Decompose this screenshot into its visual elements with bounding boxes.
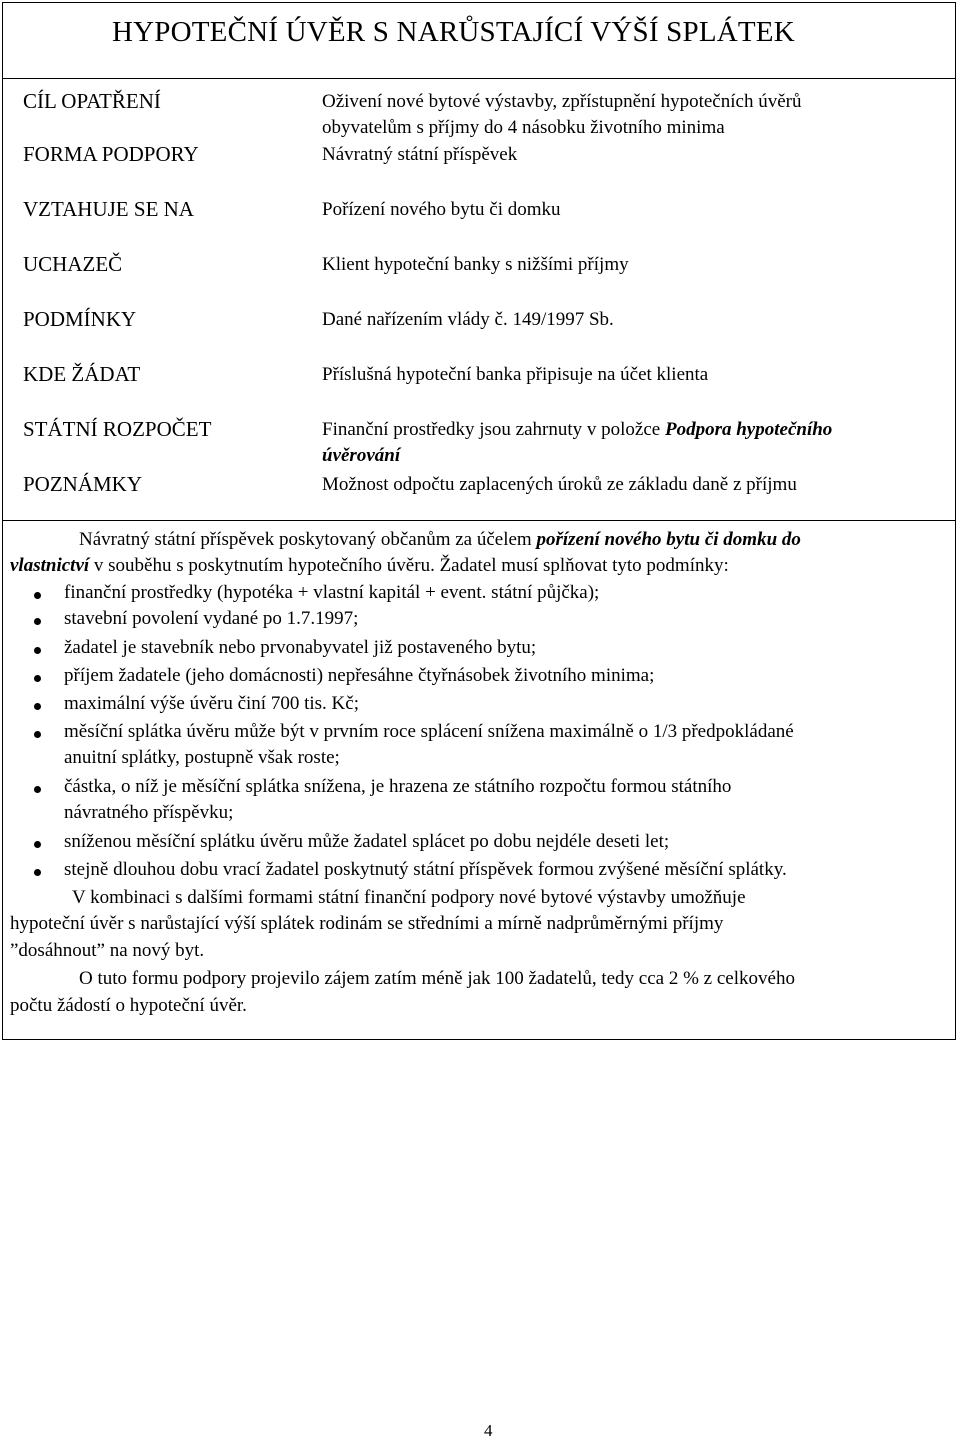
label-uchazec: UCHAZEČ bbox=[23, 252, 123, 276]
intro-emphasis-2: vlastnictví bbox=[10, 555, 90, 576]
list-item: stavební povolení vydané po 1.7.1997; bbox=[64, 608, 359, 629]
closing-paragraph-1-line3: ”dosáhnout” na nový byt. bbox=[10, 940, 205, 961]
list-item: sníženou měsíční splátku úvěru může žadatel splácet po dobu nejdéle deseti let; bbox=[64, 831, 670, 852]
page-number: 4 bbox=[484, 1421, 493, 1440]
bullet-icon bbox=[34, 869, 41, 876]
bullet-icon bbox=[34, 675, 41, 682]
label-poznamky: POZNÁMKY bbox=[23, 472, 143, 496]
list-item: žadatel je stavebník nebo prvonabyvatel již postaveného bytu; bbox=[64, 637, 537, 658]
closing-paragraph-2-line2: počtu žádostí o hypoteční úvěr. bbox=[10, 995, 247, 1016]
value-statni-rozpocet-line2 bbox=[322, 443, 400, 469]
label-forma-podpory: FORMA PODPORY bbox=[23, 142, 199, 166]
value-podminky: Dané nařízením vlády č. 149/1997 Sb. bbox=[322, 309, 614, 330]
title-box bbox=[2, 2, 956, 79]
value-uchazec: Klient hypoteční banky s nižšími příjmy bbox=[322, 254, 629, 275]
list-item: měsíční splátka úvěru může být v prvním roce splácení snížena maximálně o 1/3 předpokládané bbox=[64, 721, 794, 742]
value-forma-podpory: Návratný státní příspěvek bbox=[322, 144, 518, 165]
closing-paragraph-2-line1: O tuto formu podpory projevilo zájem zatím méně jak 100 žadatelů, tedy cca 2 % z celkového bbox=[79, 968, 795, 989]
document-title: HYPOTEČNÍ ÚVĚR S NARŮSTAJÍCÍ VÝŠÍ SPLÁTEK bbox=[112, 16, 795, 48]
intro-text-2: v souběhu s poskytnutím hypotečního úvěru. Žadatel musí splňovat tyto podmínky: bbox=[89, 555, 729, 576]
closing-paragraph-1-line1: V kombinaci s dalšími formami státní finanční podpory nové bytové výstavby umožňuje bbox=[72, 887, 746, 908]
intro-line2 bbox=[10, 553, 729, 579]
bullet-icon bbox=[34, 731, 41, 738]
bullet-icon bbox=[34, 618, 41, 625]
bullet-icon bbox=[34, 703, 41, 710]
label-cil-opatreni: CÍL OPATŘENÍ bbox=[23, 89, 161, 113]
label-statni-rozpocet: STÁTNÍ ROZPOČET bbox=[23, 417, 212, 441]
value-cil-opatreni-line1: Oživení nové bytové výstavby, zpřístupnění hypotečních úvěrů bbox=[322, 91, 802, 112]
bullet-icon bbox=[34, 647, 41, 654]
label-podminky: PODMÍNKY bbox=[23, 307, 137, 331]
list-item-continuation: návratného příspěvku; bbox=[64, 802, 234, 823]
intro-text: Návratný státní příspěvek poskytovaný občanům za účelem bbox=[79, 529, 537, 550]
label-vztahuje-se-na: VZTAHUJE SE NA bbox=[23, 197, 194, 221]
list-item: finanční prostředky (hypotéka + vlastní kapitál + event. státní půjčka); bbox=[64, 582, 600, 603]
list-item: maximální výše úvěru činí 700 tis. Kč; bbox=[64, 693, 359, 714]
intro-emphasis: pořízení nového bytu či domku do bbox=[536, 529, 801, 550]
list-item: částka, o níž je měsíční splátka snížena, je hrazena ze státního rozpočtu formou státního bbox=[64, 776, 732, 797]
list-item: stejně dlouhou dobu vrací žadatel poskytnutý státní příspěvek formou zvýšené měsíční splátky. bbox=[64, 859, 787, 880]
value-statni-rozpocet-emphasis-2: úvěrování bbox=[322, 445, 401, 466]
list-item-continuation: anuitní splátky, postupně však roste; bbox=[64, 747, 340, 768]
value-cil-opatreni-line2: obyvatelům s příjmy do 4 násobku životního minima bbox=[322, 117, 725, 138]
bullet-icon bbox=[34, 592, 41, 599]
value-kde-zadat: Příslušná hypoteční banka připisuje na účet klienta bbox=[322, 364, 709, 385]
value-statni-rozpocet-line1 bbox=[322, 417, 832, 443]
value-statni-rozpocet-emphasis: Podpora hypotečního bbox=[664, 419, 833, 440]
value-vztahuje-se-na: Pořízení nového bytu či domku bbox=[322, 199, 561, 220]
label-kde-zadat: KDE ŽÁDAT bbox=[23, 362, 141, 386]
closing-paragraph-1-line2: hypoteční úvěr s narůstající výší splátek rodinám se středními a mírně nadprůměrnými příjmy bbox=[10, 913, 724, 934]
bullet-icon bbox=[34, 841, 41, 848]
value-poznamky: Možnost odpočtu zaplacených úroků ze základu daně z příjmu bbox=[322, 474, 797, 495]
list-item: příjem žadatele (jeho domácnosti) nepřesáhne čtyřnásobek životního minima; bbox=[64, 665, 655, 686]
table-divider bbox=[2, 520, 956, 521]
intro-line1 bbox=[79, 527, 801, 553]
value-statni-rozpocet-text: Finanční prostředky jsou zahrnuty v položce bbox=[322, 419, 665, 440]
bullet-icon bbox=[34, 786, 41, 793]
